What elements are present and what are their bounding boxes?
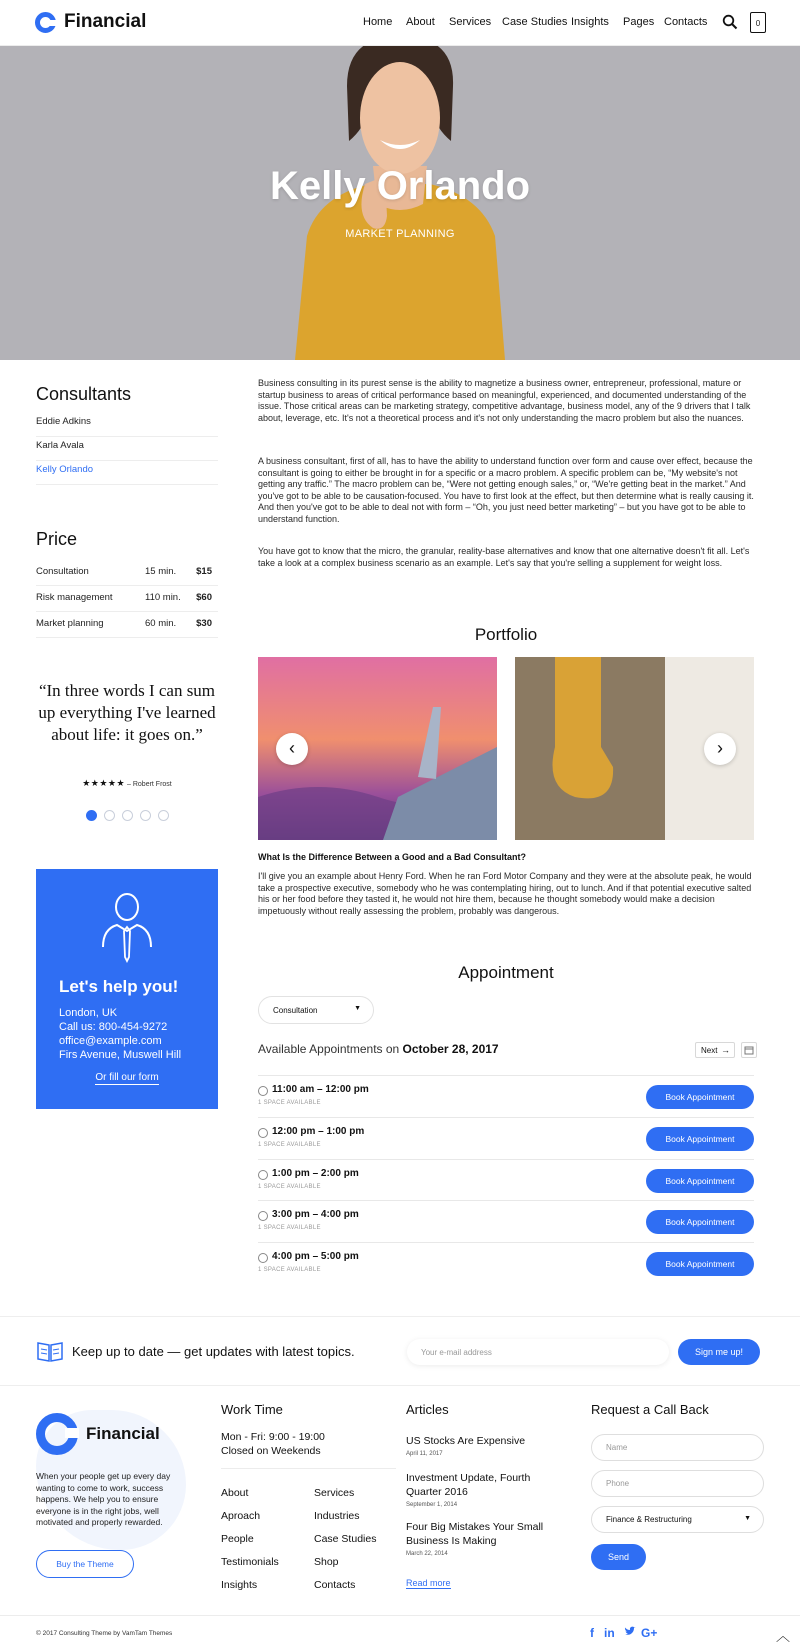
slot-availability: 1 SPACE AVAILABLE: [258, 1225, 321, 1231]
sign-up-button[interactable]: Sign me up!: [678, 1339, 760, 1365]
price-duration: 60 min.: [145, 618, 177, 629]
site-header: [0, 0, 800, 46]
book-icon: [37, 1340, 63, 1362]
slot-time: 4:00 pm – 5:00 pm: [272, 1251, 359, 1262]
consultant-icon: [99, 891, 155, 963]
clock-icon: [258, 1170, 268, 1180]
callback-heading: Request a Call Back: [591, 1402, 709, 1417]
footer-logo-text[interactable]: Financial: [86, 1424, 160, 1443]
next-day-button[interactable]: [695, 1042, 735, 1058]
footer-description: When your people get up every day wanting to come to work, success happens. We help you to ensure everyone is in the right jobs, well motivated and properly rewarded.: [36, 1471, 171, 1527]
logo-icon[interactable]: [35, 12, 56, 33]
appointment-slot: [258, 1075, 754, 1117]
send-button[interactable]: Send: [591, 1544, 646, 1570]
body-paragraph: Business consulting in its purest sense is the ability to magnetize a business owner, entrepreneur, professional, mature or startup business to areas of critical performance based on meaningful, experienced, and documented understanding of the issue. Those critical areas can be marketing strategy, competitive advantage, business model, any of the 9 drivers that I talk about, leverage, etc. It's not a theoretical process and it's not only understanding the macro problem but also the nuances.: [258, 378, 751, 423]
footer-bottom-bar: [0, 1615, 800, 1652]
appointment-slot: [258, 1242, 754, 1284]
price-duration: 15 min.: [145, 566, 177, 577]
footer-logo-icon[interactable]: [36, 1413, 78, 1455]
price-heading: Price: [36, 529, 78, 549]
appointment-heading: Appointment: [458, 963, 554, 982]
article-date: September 1, 2014: [406, 1502, 458, 1508]
nav-pages[interactable]: Pages: [623, 16, 655, 28]
facebook-icon[interactable]: f: [590, 1626, 594, 1640]
consultants-heading: Consultants: [36, 384, 132, 404]
newsletter-text: Keep up to date — get updates with latest topics.: [72, 1344, 355, 1359]
copyright: © 2017 Consulting Theme by VamTam Themes: [36, 1630, 173, 1637]
newsletter-email-input[interactable]: [407, 1339, 669, 1365]
chevron-down-icon: ▼: [354, 1005, 361, 1012]
newsletter-bar: [0, 1316, 800, 1386]
footer-link-people[interactable]: People: [221, 1533, 254, 1545]
linkedin-icon[interactable]: in: [604, 1626, 615, 1640]
consultant-role: MARKET PLANNING: [345, 228, 455, 240]
articles-heading: Articles: [406, 1402, 449, 1417]
book-appointment-button[interactable]: Book Appointment: [646, 1252, 754, 1276]
help-address: Firs Avenue, Muswell Hill: [59, 1049, 182, 1061]
slot-time: 3:00 pm – 4:00 pm: [272, 1209, 359, 1220]
footer-link-about[interactable]: About: [221, 1487, 249, 1499]
logo-text[interactable]: Financial: [64, 11, 147, 32]
buy-theme-button[interactable]: Buy the Theme: [36, 1550, 134, 1578]
appointment-slot: [258, 1200, 754, 1242]
work-days: Mon - Fri: 9:00 - 19:00: [221, 1431, 325, 1443]
author-name: – Robert Frost: [127, 781, 172, 788]
available-prefix: Available Appointments on: [258, 1042, 403, 1056]
help-location: London, UK: [59, 1007, 118, 1019]
nav-contacts[interactable]: Contacts: [664, 16, 708, 28]
book-appointment-button[interactable]: Book Appointment: [646, 1127, 754, 1151]
price-service: Market planning: [36, 618, 104, 629]
clock-icon: [258, 1086, 268, 1096]
clock-icon: [258, 1253, 268, 1263]
clock-icon: [258, 1128, 268, 1138]
pagination-dot[interactable]: [140, 810, 151, 821]
price-amount: $60: [196, 592, 212, 603]
consultant-link-karla-avala[interactable]: Karla Avala: [36, 440, 218, 461]
body-paragraph: You have got to know that the micro, the granular, reality-base alternatives and know that one alternative doesn't fit all. Let's take a look at a complex business scenario as an example. Let's say that you're selling a supplement for weight loss.: [258, 546, 750, 568]
footer-link-aproach[interactable]: Aproach: [221, 1510, 261, 1522]
testimonial-author: [36, 778, 218, 789]
testimonial-quote: “In three words I can sum up everything I've learned about life: it goes on.”: [38, 681, 216, 744]
slot-time: 11:00 am – 12:00 pm: [272, 1084, 369, 1095]
footer-link-shop[interactable]: Shop: [314, 1556, 339, 1568]
cart-icon[interactable]: [750, 12, 766, 33]
email-placeholder: Your e-mail address: [421, 1348, 492, 1357]
pagination-dot[interactable]: [86, 810, 97, 821]
rating-stars: ★★★★★: [82, 778, 126, 788]
book-appointment-button[interactable]: Book Appointment: [646, 1169, 754, 1193]
available-heading: [258, 1042, 499, 1056]
price-service: Risk management: [36, 592, 113, 603]
twitter-icon[interactable]: [624, 1626, 636, 1640]
portfolio-text: I'll give you an example about Henry Ford. When he ran Ford Motor Company and they were at the absolute peak, he would take a prospective executive, somebody who he was contemplating hiring, out to lunch. And if that potential executive salted his or her food before they tasted it, he would not hire them, because he thought somebody would make a decision impetuously without really assessing the problem, probably was dangerous.: [258, 871, 752, 916]
slot-availability: 1 SPACE AVAILABLE: [258, 1100, 321, 1106]
article-link[interactable]: US Stocks Are Expensive: [406, 1435, 526, 1447]
price-amount: $30: [196, 618, 212, 629]
slot-time: 1:00 pm – 2:00 pm: [272, 1168, 359, 1179]
price-row: [36, 560, 218, 586]
consultant-link-kelly-orlando[interactable]: Kelly Orlando: [36, 464, 218, 485]
book-appointment-button[interactable]: Book Appointment: [646, 1085, 754, 1109]
portfolio-prev-button[interactable]: ‹: [276, 733, 308, 765]
available-date: October 28, 2017: [402, 1042, 499, 1056]
footer-link-services[interactable]: Services: [314, 1487, 355, 1499]
arrow-right-icon: →: [721, 1045, 730, 1055]
service-select-value: Consultation: [273, 1006, 318, 1015]
work-closed: Closed on Weekends: [221, 1445, 321, 1457]
search-icon[interactable]: [722, 14, 738, 30]
slot-availability: 1 SPACE AVAILABLE: [258, 1142, 321, 1148]
price-duration: 110 min.: [145, 592, 181, 603]
form-link-label[interactable]: Or fill our form: [95, 1072, 159, 1083]
google-plus-icon[interactable]: G+: [641, 1626, 658, 1640]
price-amount: $15: [196, 566, 212, 577]
name-field[interactable]: [591, 1434, 764, 1461]
work-time-heading: Work Time: [221, 1402, 283, 1417]
article-link[interactable]: Four Big Mistakes Your Small Business Is Making: [406, 1521, 544, 1547]
article-date: March 22, 2014: [406, 1551, 448, 1557]
chevron-down-icon: ▼: [744, 1515, 751, 1522]
slot-availability: 1 SPACE AVAILABLE: [258, 1184, 321, 1190]
consultant-name: Kelly Orlando: [269, 164, 531, 208]
topic-select-value: Finance & Restructuring: [606, 1515, 692, 1524]
help-phone[interactable]: Call us: 800-454-9272: [59, 1021, 168, 1033]
price-row: [36, 586, 218, 612]
name-placeholder: Name: [606, 1443, 628, 1452]
nav-case-studies[interactable]: Case Studies: [502, 16, 568, 28]
appointment-slot: [258, 1159, 754, 1201]
book-appointment-button[interactable]: Book Appointment: [646, 1210, 754, 1234]
nav-services[interactable]: Services: [449, 16, 492, 28]
form-link[interactable]: [36, 1072, 218, 1083]
portfolio-heading: Portfolio: [474, 625, 538, 644]
work-hours: [221, 1430, 325, 1458]
portfolio-next-button[interactable]: ›: [704, 733, 736, 765]
article-date: April 11, 2017: [406, 1451, 443, 1457]
slot-availability: 1 SPACE AVAILABLE: [258, 1267, 321, 1273]
service-select[interactable]: [258, 996, 374, 1024]
consultant-link-eddie-adkins[interactable]: Eddie Adkins: [36, 416, 218, 437]
hero-banner: [0, 46, 800, 360]
cart-count: 0: [755, 19, 761, 28]
pagination-dot[interactable]: [122, 810, 133, 821]
help-email[interactable]: office@example.com: [59, 1035, 162, 1047]
help-box: [36, 869, 218, 1109]
pagination-dot[interactable]: [104, 810, 115, 821]
clock-icon: [258, 1211, 268, 1221]
appointment-slot: [258, 1117, 754, 1159]
nav-home[interactable]: Home: [363, 16, 393, 28]
footer-link-insights[interactable]: Insights: [221, 1579, 258, 1591]
price-row: [36, 612, 218, 638]
divider: [221, 1468, 396, 1469]
phone-placeholder: Phone: [606, 1479, 630, 1488]
price-service: Consultation: [36, 566, 89, 577]
help-title: Let's help you!: [59, 977, 179, 996]
portfolio-question: What Is the Difference Between a Good and a Bad Consultant?: [258, 852, 527, 862]
article-link[interactable]: Investment Update, Fourth Quarter 2016: [406, 1472, 531, 1498]
read-more-link[interactable]: Read more: [406, 1578, 451, 1588]
body-paragraph: A business consultant, first of all, has to have the ability to understand function over form and cause over effect, because the consultant is going to either be brought in for a specific or a macro problem. A specific problem can be, “My website's not getting any traffic.” The macro problem can be, “Were not getting enough sales,” or, “We're getting beat in the market.” And you've got to be able to be causation-focused. You have to first look at the effect, but then determine what is really causing it. And then you've got to be able to deal not with form – “Oh, you just need better marketing” – but you have got to be able to understand function.: [258, 456, 754, 524]
pagination-dot[interactable]: [158, 810, 169, 821]
footer-link-contacts[interactable]: Contacts: [314, 1579, 356, 1591]
footer-link-testimonials[interactable]: Testimonials: [221, 1556, 279, 1568]
footer-link-case-studies[interactable]: Case Studies: [314, 1533, 377, 1545]
footer-link-industries[interactable]: Industries: [314, 1510, 360, 1522]
nav-insights[interactable]: Insights: [571, 16, 609, 28]
calendar-icon[interactable]: [741, 1042, 757, 1058]
next-label: Next: [701, 1046, 718, 1055]
phone-field[interactable]: [591, 1470, 764, 1497]
slot-time: 12:00 pm – 1:00 pm: [272, 1126, 365, 1137]
topic-select[interactable]: [591, 1506, 764, 1533]
nav-about[interactable]: About: [406, 16, 435, 28]
back-to-top-icon[interactable]: ︿: [776, 1628, 790, 1644]
